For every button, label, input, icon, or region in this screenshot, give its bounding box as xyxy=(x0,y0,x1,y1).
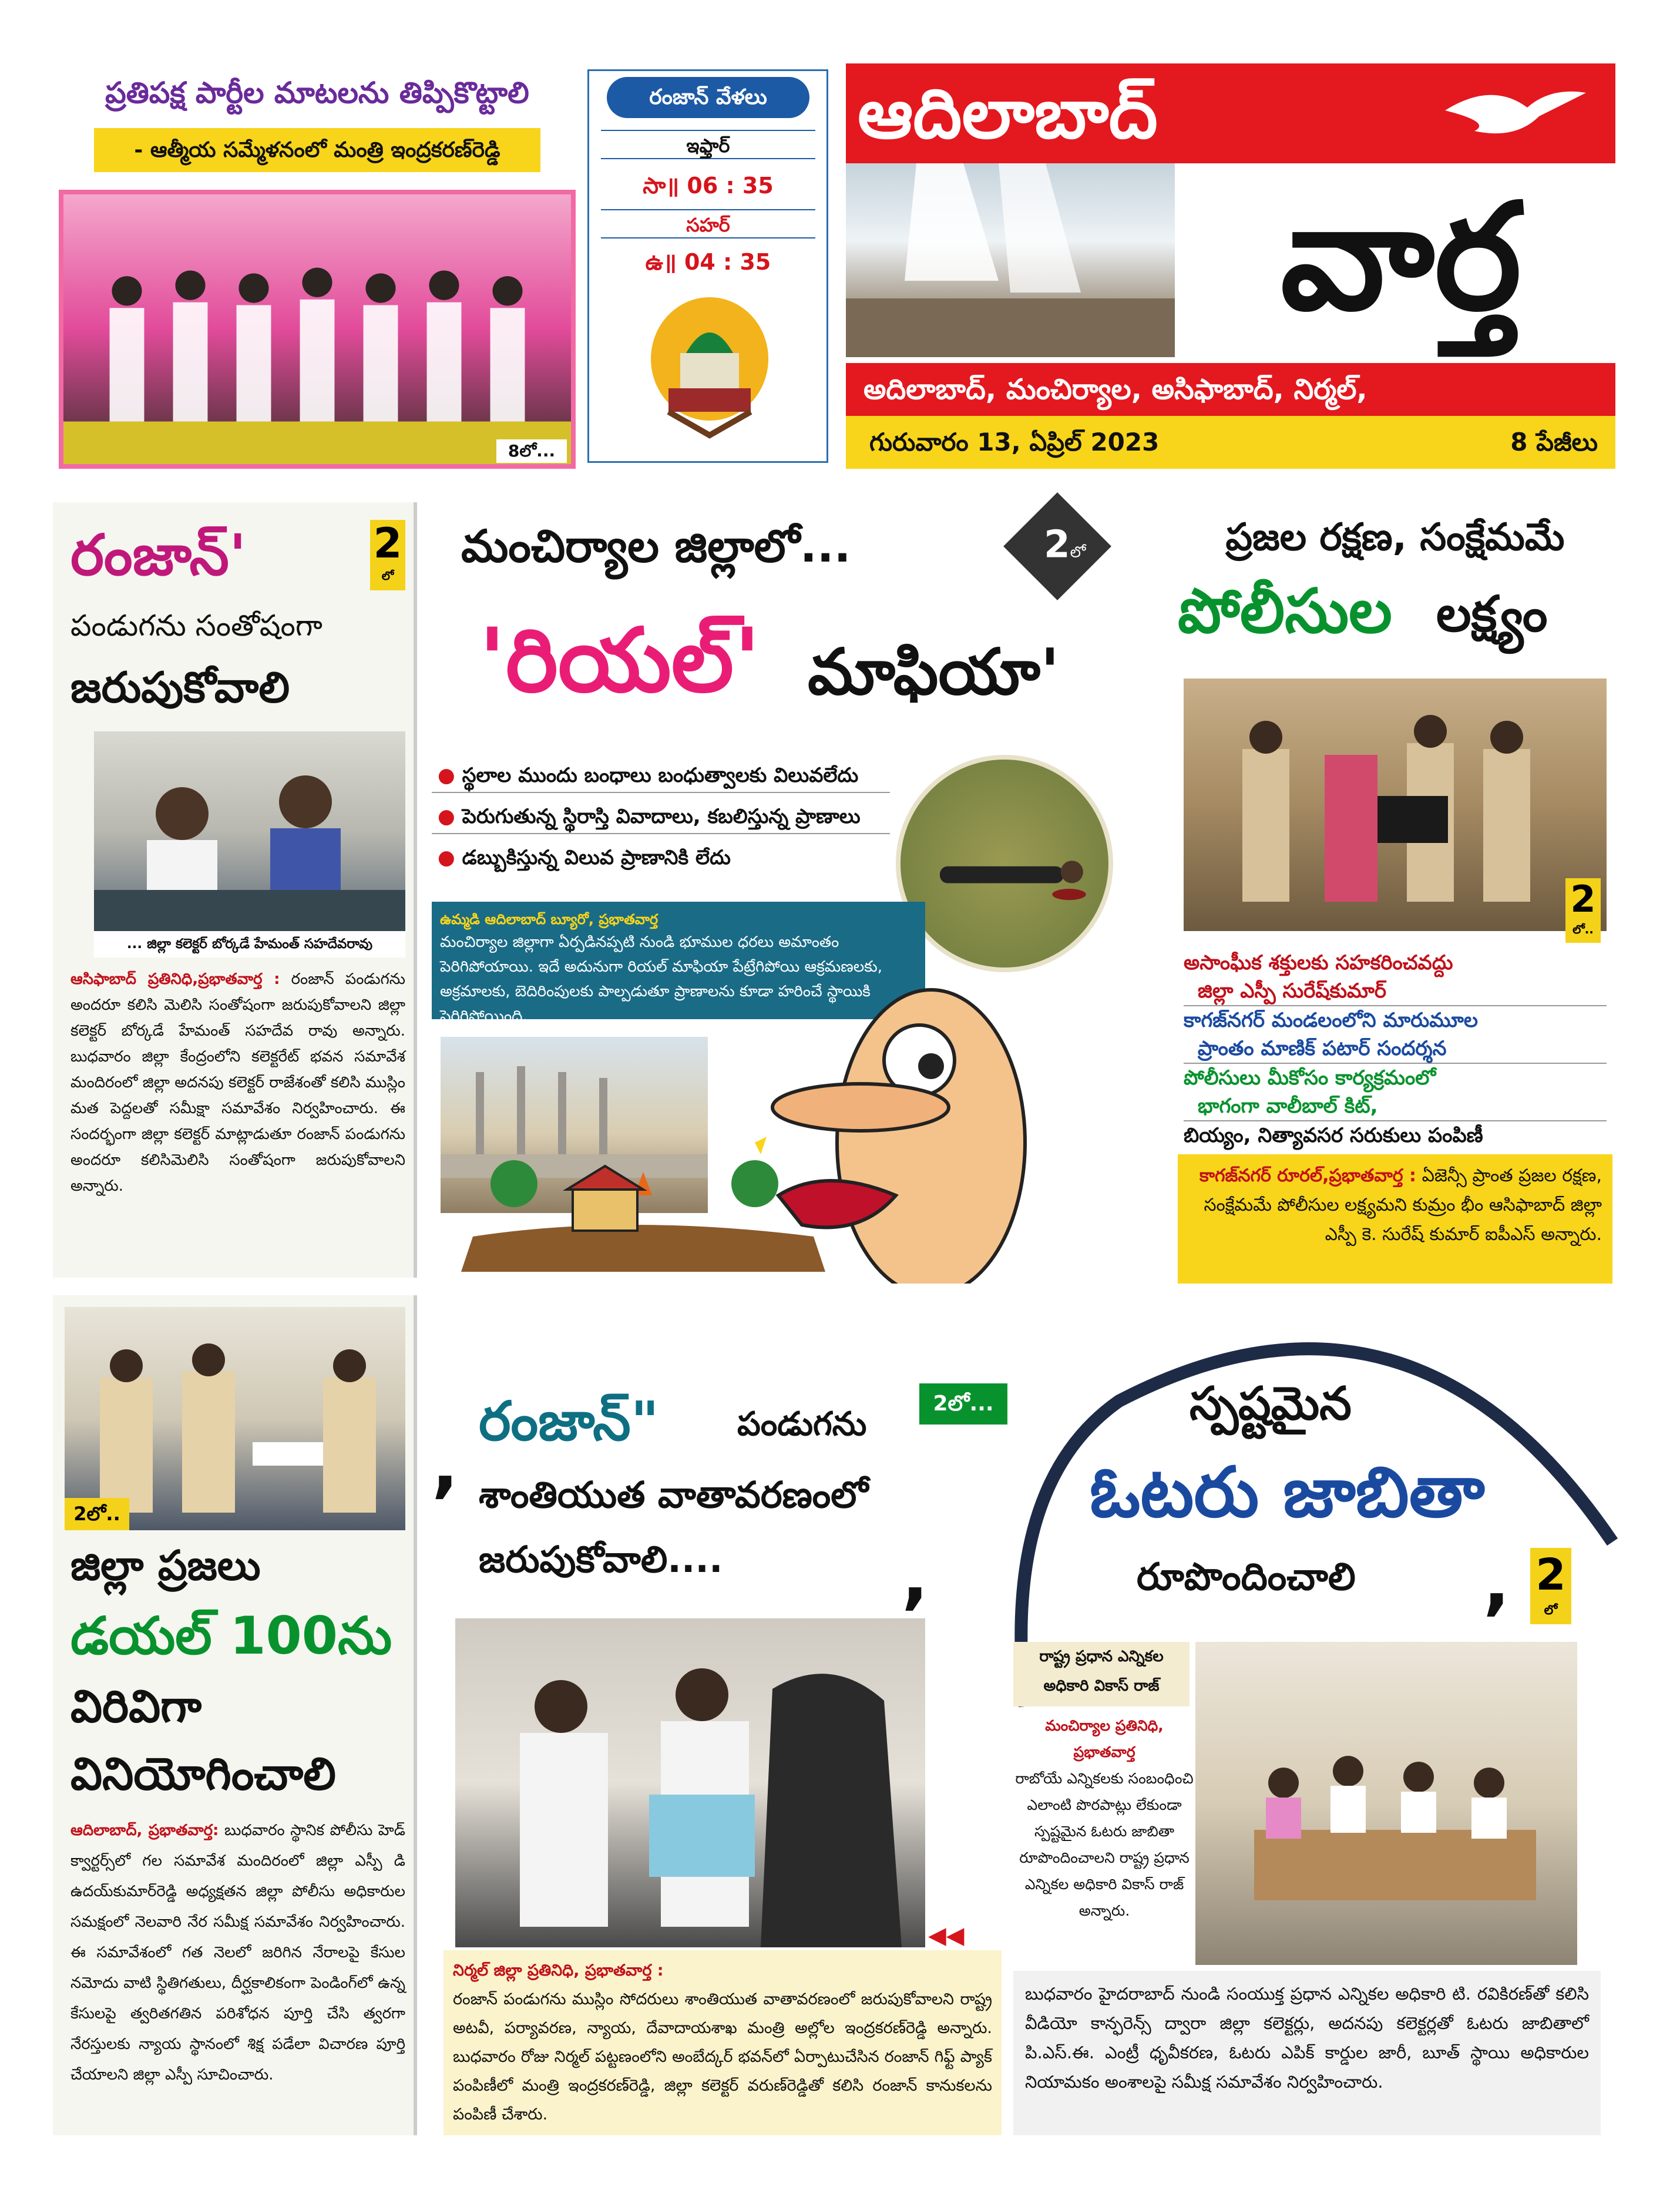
police-byline: కాగజ్‌నగర్ రూరల్,ప్రభాతవార్త : xyxy=(1199,1165,1417,1186)
ramzan-collector-story xyxy=(53,502,417,1278)
dove-logo-icon xyxy=(1439,75,1592,146)
real-mafia-headline-b: మాఫియా' xyxy=(808,636,1060,709)
dial100-line3: విరివిగా xyxy=(70,1680,202,1732)
collector-meeting-photo xyxy=(94,731,405,931)
top-left-headline: ప్రతిపక్ష పార్టీల మాటలను తిప్పికొట్టాలి xyxy=(105,76,529,110)
real-mafia-page-num: 2 xyxy=(1044,523,1070,567)
quote-mark-voter: , xyxy=(1483,1542,1510,1624)
top-left-subheadline: - ఆత్మీయ సమ్మేళనంలో మంత్రి ఇంద్రకరణ్‌రెడ్డి xyxy=(94,128,540,172)
ramzan-collector-title: రంజాన్' xyxy=(70,522,247,588)
ramzan-peace-byline: నిర్మల్ జిల్లా ప్రతినిధి, ప్రభాతవార్త : xyxy=(453,1961,664,1980)
real-mafia-bullet-1-text: ● స్థలాల ముందు బంధాలు బంధుత్వాలకు విలువలేదు xyxy=(432,764,858,787)
masthead-date-bar xyxy=(846,416,1615,469)
top-left-page-ref[interactable]: 8లో... xyxy=(496,439,567,463)
police-page-num: 2 xyxy=(1570,878,1596,921)
ramzan-collector-text: రంజాన్ పండుగను అందరూ కలిసి మెలిసి సంతోషంగా జరుపుకోవాలని జిల్లా కలెక్టర్ బోర్కడే హేమంత్ సహదేవ రావు అన్నారు. బుధవారం జిల్లా కేంద్రంలోని కలెక్టరేట్ భవన సమావేశ మందిరంలో జిల్లా అదనపు కలెక్టర్ రాజేశంతో కలిసి ముస్లిం మత పెద్దలతో సమీక్షా సమావేశం నిర్వహించారు. ఈ సందర్భంగా జిల్లా కలెక్టర్ మాట్లాడుతూ రంజాన్ పండుగను అందరూ కలిసిమెలిసి సంతోషంగా జరుపుకోవాలని అన్నారు. xyxy=(70,970,406,1195)
ramzan-collector-page-num: 2 xyxy=(373,519,402,567)
gift-distribution-photo xyxy=(455,1618,925,1947)
police-body: ఏజెన్సీ ప్రాంత ప్రజల రక్షణ, సంక్షేమమే పోలీసుల లక్ష్యమని కుమ్రం భీం ఆసిఫాబాద్ జిల్లా ఎస్పీ కె. సురేష్ కుమార్ ఐపీఎస్ అన్నారు. xyxy=(1204,1165,1602,1245)
voter-caption-b: అధికారి వికాస్ రాజ్ xyxy=(1043,1677,1160,1695)
voter-caption-a: రాష్ట్ర ప్రధాన ఎన్నికల xyxy=(1039,1648,1164,1665)
police-kicker: ప్రజల రక్షణ, సంక్షేమమే xyxy=(1225,516,1565,559)
police-bullets xyxy=(1184,949,1607,1148)
voter-page-badge[interactable] xyxy=(1530,1548,1571,1624)
police-bullet-6: భాగంగా వాలీబాల్ కిట్, xyxy=(1184,1092,1607,1121)
ramzan-peace-headline-b: పండుగను xyxy=(737,1405,867,1443)
ramzan-peace-line3: జరుపుకోవాలి.... xyxy=(479,1538,723,1581)
dial100-byline: ఆదిలాబాద్, ప్రభాతవార్త: xyxy=(70,1822,219,1839)
real-mafia-page-badge[interactable] xyxy=(1003,492,1111,600)
video-conference-photo xyxy=(1195,1642,1577,1965)
dial100-line4: వినియోగించాలి xyxy=(70,1748,336,1800)
real-mafia-headline-a: 'రియల్' xyxy=(478,610,761,712)
voter-intro xyxy=(1013,1712,1195,1971)
dial100-page-ref[interactable]: 2లో.. xyxy=(65,1498,129,1530)
voter-byline: మంచిర్యాల ప్రతినిధి, ప్రభాతవార్త xyxy=(1045,1717,1164,1761)
real-mafia-page-suffix: లో xyxy=(1070,543,1086,562)
police-bullet-3: కాగజ్‌నగర్ మండలంలోని మారుమూల xyxy=(1184,1009,1478,1032)
voter-caption xyxy=(1013,1642,1190,1706)
real-mafia-body: మంచిర్యాల జిల్లాగా ఏర్పడినప్పటి నుండి భూముల ధరలు అమాంతం పెరిగిపోయాయి. ఇదే అదునుగా రియల్ మాఫియా పేట్రేగిపోయి ఆక్రమణలకు, అక్రమాలకు, బెదిరింపులకు పాల్పడుతూ ప్రాణాలను కూడా హరించే స్థాయికి పెరిగిపోయింది. xyxy=(440,933,883,1025)
iftar-time: సా॥ 06 : 35 xyxy=(643,173,774,199)
dial100-line1: జిల్లా ప్రజలు xyxy=(70,1541,261,1590)
ramzan-collector-line1: పండుగను సంతోషంగా xyxy=(70,609,322,643)
arrows-icon: ◀◀ xyxy=(928,1922,965,1949)
real-mafia-bullet-3 xyxy=(432,840,890,875)
ramzan-peace-summary xyxy=(443,1950,1002,2135)
voter-kicker: స్పష్టమైన xyxy=(1190,1378,1352,1430)
ramzan-peace-story xyxy=(432,1295,1013,2135)
police-headline-b: లక్ష్యం xyxy=(1436,585,1548,643)
collector-photo-caption: ... జిల్లా కలెక్టర్ బోర్కడే హేమంత్ సహదేవరావు xyxy=(94,931,405,958)
masthead-subtitle: వార్త xyxy=(1280,172,1522,342)
ramzan-collector-line2: జరుపుకోవాలి xyxy=(70,663,290,712)
dial100-line2: డయల్ 100ను xyxy=(70,1605,392,1666)
police-headline-a: పోలీసుల xyxy=(1178,575,1392,647)
dial100-story xyxy=(53,1295,417,2135)
quote-mark-right: , xyxy=(902,1536,929,1618)
voter-page-num: 2 xyxy=(1535,1550,1566,1600)
police-bullet-5: పోలీసులు మీకోసం కార్యక్రమంలో xyxy=(1184,1066,1436,1090)
voter-intro-text: రాబోయే ఎన్నికలకు సంబంధించి ఎలాంటి పొరపాట్లు లేకుండా స్పష్టమైన ఓటరు జాబితా రూపొందించాలని రాష్ట్ర ప్రధాన ఎన్నికల అధికారి వికాస్ రాజ్ అన్నారు. xyxy=(1015,1770,1194,1919)
real-mafia-bullet-2-text: ● పెరుగుతున్న స్థిరాస్తి వివాదాలు, కబలిస్తున్న ప్రాణాలు xyxy=(432,805,861,828)
police-bullet-2: జిల్లా ఎస్పీ సురేష్‌కుమార్ xyxy=(1184,977,1607,1006)
sehri-label: సహర్ xyxy=(601,209,815,238)
masthead-districts-bar xyxy=(846,363,1615,416)
iftar-label: ఇఫ్తార్ xyxy=(601,130,815,159)
police-bullet-7: బియ్యం, నిత్యావసర సరుకులు పంపిణీ xyxy=(1184,1124,1483,1147)
dial100-body xyxy=(70,1815,405,2126)
masthead-districts: అదిలాబాద్, మంచిర్యాల, అసిఫాబాద్, నిర్మల్, xyxy=(863,373,1367,406)
police-summary xyxy=(1178,1154,1612,1284)
masthead-date: గురువారం 13, ఏప్రిల్ 2023 xyxy=(869,428,1160,456)
masthead-title: ఆదిలాబాద్ xyxy=(858,73,1158,154)
voter-line3: రూపొందించాలి xyxy=(1137,1556,1356,1599)
ramzan-peace-headline-a: రంజాన్" xyxy=(479,1390,659,1453)
real-mafia-bullet-2 xyxy=(432,799,890,834)
ramzan-peace-page-ref[interactable]: 2లో... xyxy=(919,1383,1007,1425)
police-page-badge[interactable] xyxy=(1565,878,1601,943)
top-left-story xyxy=(59,63,576,469)
real-mafia-bullet-3-text: ● డబ్బుకిస్తున్న విలువ ప్రాణానికి లేదు xyxy=(432,846,731,869)
dial100-text: బుధవారం స్థానిక పోలీసు హెడ్ క్వార్టర్స్‌లో గల సమావేశ మందిరంలో జిల్లా ఎస్పీ డి ఉదయ్‌కుమార్‌రెడ్డి అధ్యక్షతన జిల్లా పోలీసు అధికారుల సమక్షంలో నెలవారి నేర సమీక్ష సమావేశం నిర్వహించారు. ఈ సమావేశంలో గత నెలలో జరిగిన నేరాలపై కేసుల నమోదు వాటి స్థితిగతులు, దీర్ఘకాలికంగా పెండింగ్‌లో ఉన్న కేసులపై త్వరితగతిన పరిశోధన పూర్తి చేసి త్వరగా నేరస్తులకు న్యాయ స్థానంలో శిక్ష పడేలా విచారణ పూర్తి చేయాలని జిల్లా ఎస్పీ సూచించారు. xyxy=(70,1822,405,2084)
ramzan-times-box xyxy=(587,69,828,463)
voter-page-suffix: లో xyxy=(1544,1603,1558,1618)
masthead xyxy=(846,63,1615,469)
real-mafia-byline: ఉమ్మడి ఆదిలాబాద్ బ్యూరో, ప్రభాతవార్త xyxy=(440,911,658,928)
quote-mark-left: , xyxy=(432,1425,459,1506)
masthead-pages: 8 పేజీలు xyxy=(1510,428,1598,456)
masthead-title-bar xyxy=(846,63,1615,163)
real-mafia-kicker: మంచిర్యాల జిల్లాలో... xyxy=(461,520,851,572)
voter-story xyxy=(1013,1295,1621,2135)
real-mafia-story xyxy=(432,502,1160,1284)
police-page-suffix: లో.. xyxy=(1573,922,1594,936)
police-story xyxy=(1166,502,1621,1284)
ramzan-times-title: రంజాన్ వేళలు xyxy=(607,77,809,118)
mafia-cartoon xyxy=(449,919,1160,1284)
waterfall-photo xyxy=(846,163,1175,357)
ramzan-collector-page-suffix: లో xyxy=(381,569,394,583)
police-visit-photo xyxy=(1184,678,1607,931)
police-bullet-1: అసాంఘీక శక్తులకు సహకరించవద్దు xyxy=(1184,951,1453,975)
police-bullet-4: ప్రాంతం మాణిక్ పటార్ సందర్శన xyxy=(1184,1034,1607,1064)
voter-headline: ఓటరు జాబితా xyxy=(1090,1452,1485,1533)
mosque-quran-icon xyxy=(645,294,774,447)
ramzan-peace-line2: శాంతియుత వాతావరణంలో xyxy=(479,1473,869,1516)
ramzan-peace-body: రంజాన్ పండుగను ముస్లిం సోదరులు శాంతియుత వాతావరణంలో జరుపుకోవాలని రాష్ట్ర అటవీ, పర్యావరణ, న్యాయ, దేవాదాయశాఖ మంత్రి అల్లోల ఇంద్రకరణ్‌రెడ్డి అన్నారు. బుధవారం రోజు నిర్మల్ పట్టణంలోని అంబేద్కర్ భవన్‌లో ఏర్పాటుచేసిన రంజాన్ గిఫ్ట్ ప్యాక్ పంపిణీలో మంత్రి ఇంద్రకరణ్‌రెడ్డి, జిల్లా కలెక్టర్ వరుణ్‌రెడ్డితో కలిసి రంజాన్ కానుకలను పంపిణీ చేశారు. xyxy=(453,1990,992,2124)
ramzan-collector-page-badge[interactable] xyxy=(370,520,405,590)
voter-body: బుధవారం హైదరాబాద్ నుండి సంయుక్త ప్రధాన ఎన్నికల అధికారి టి. రవికిరణ్‌తో కలిసి వీడియో కాన్ఫరెన్స్ ద్వారా జిల్లా కలెక్టర్లు, అదనపు కలెక్టర్లతో ఓటరు జాబితాలో పి.ఎస్.ఈ. ఎంట్రీ ధృవీకరణ, ఓటరు ఎపిక్ కార్డుల జారీ, బూత్ స్థాయి అధికారుల నియామకం అంశాలపై సమీక్ష సమావేశం నిర్వహించారు. xyxy=(1013,1971,1601,2135)
police-meeting-photo xyxy=(65,1307,405,1530)
ramzan-collector-byline: ఆసిఫాబాద్ ప్రతినిధి,ప్రభాతవార్త : xyxy=(70,970,280,988)
ramzan-collector-body xyxy=(70,966,405,1272)
minister-rally-photo xyxy=(59,190,576,469)
sehri-time: ఉ॥ 04 : 35 xyxy=(645,249,771,275)
real-mafia-bullet-1 xyxy=(432,758,890,793)
